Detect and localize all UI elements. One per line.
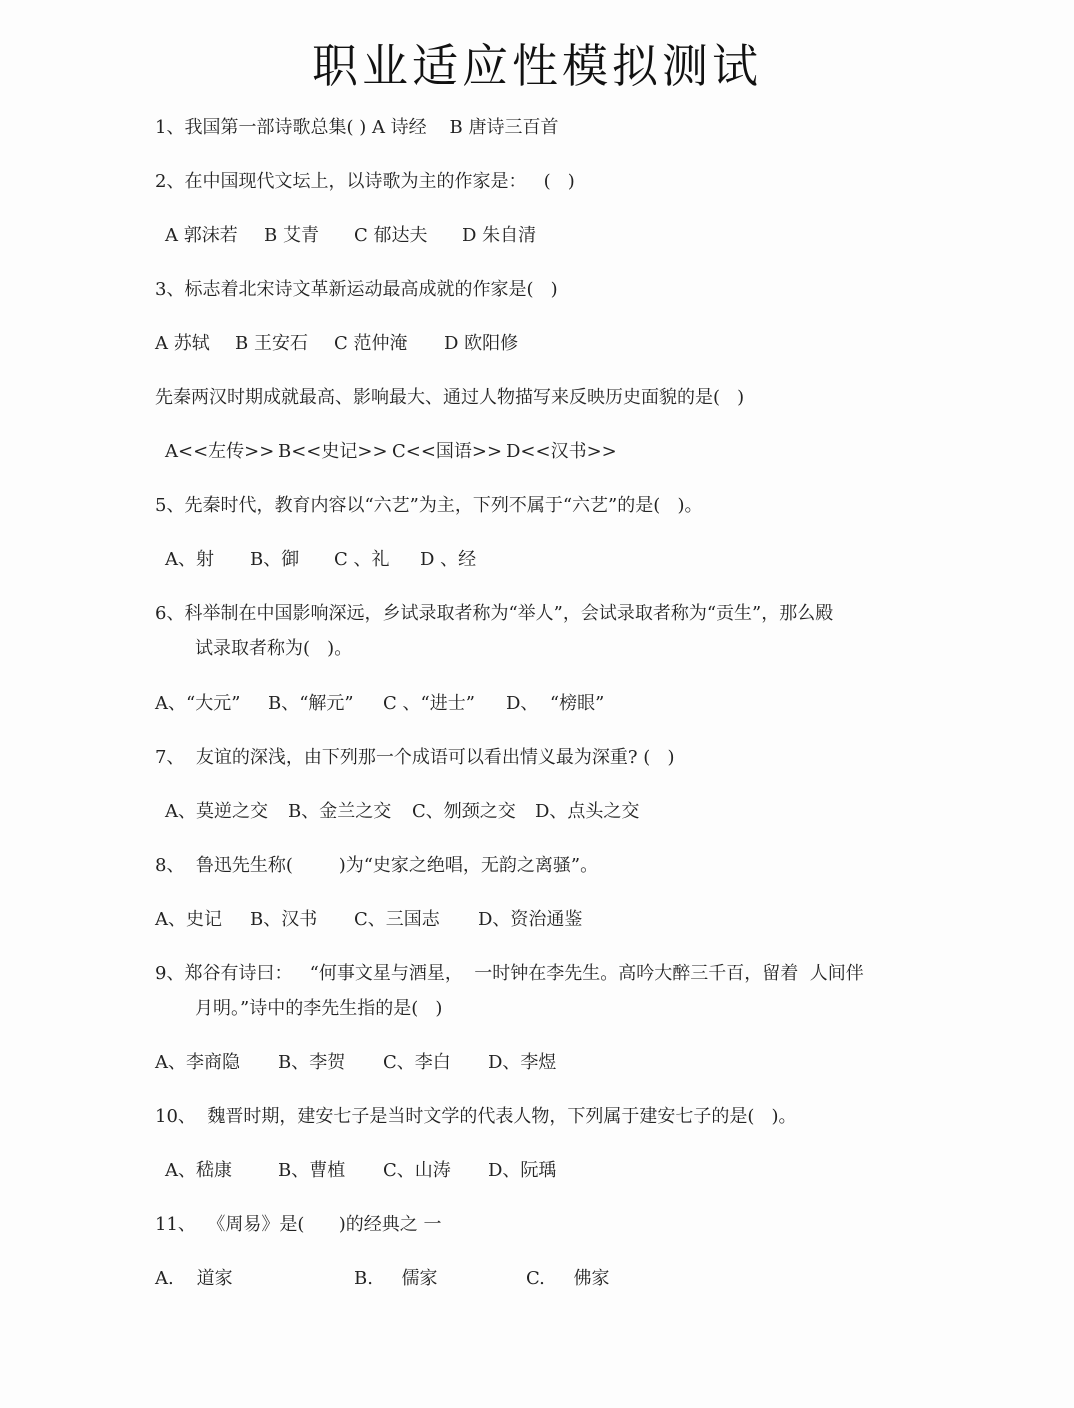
question-11: 11、 《周易》是( )的经典之 一: [155, 1214, 442, 1235]
q6-option-d: D、 “榜眼”: [506, 693, 605, 714]
q3-option-d: D 欧阳修: [444, 333, 519, 354]
q8-option-d: D、资治通鉴: [478, 909, 583, 930]
q9-option-a: A、李商隐: [155, 1052, 240, 1073]
q6-option-c: C 、“进士”: [383, 693, 475, 714]
q4-option-d: D<<汉书>>: [506, 441, 617, 462]
q7-option-a: A、莫逆之交: [165, 801, 268, 822]
q7-option-d: D、点头之交: [535, 801, 640, 822]
q11-option-a: A. 道家: [155, 1268, 233, 1289]
q4-option-c: C<<国语>>: [392, 441, 503, 462]
q3-option-a: A 苏轼: [155, 333, 210, 354]
q3-option-c: C 范仲淹: [334, 333, 408, 354]
q11-option-c: C. 佛家: [526, 1268, 610, 1289]
q2-option-c: C 郁达夫: [354, 225, 428, 246]
question-6-continued: 试录取者称为( )。: [195, 638, 353, 659]
question-5: 5、先秦时代，教育内容以“六艺”为主，下列不属于“六艺”的是( )。: [155, 495, 703, 516]
q10-option-a: A、嵇康: [165, 1160, 232, 1181]
question-4: 先秦两汉时期成就最高、影响最大、通过人物描写来反映历史面貌的是( ): [155, 387, 745, 408]
q8-option-b: B、汉书: [250, 909, 318, 930]
q11-option-b: B. 儒家: [354, 1268, 438, 1289]
q5-option-a: A、射: [165, 549, 214, 570]
page-title: 职业适应性模拟测试: [312, 39, 762, 93]
q8-option-a: A、史记: [155, 909, 222, 930]
q10-option-b: B、曹植: [278, 1160, 346, 1181]
q6-option-b: B、“解元”: [268, 693, 354, 714]
q3-option-b: B 王安石: [235, 333, 308, 354]
q9-option-b: B、李贺: [278, 1052, 346, 1073]
q2-option-b: B 艾青: [264, 225, 319, 246]
q8-option-c: C、三国志: [354, 909, 440, 930]
q7-option-c: C、刎颈之交: [412, 801, 516, 822]
question-1: 1、我国第一部诗歌总集( ) A 诗经 B 唐诗三百首: [155, 117, 559, 138]
question-3: 3、标志着北宋诗文革新运动最高成就的作家是( ): [155, 279, 558, 300]
q4-option-a: A<<左传>>: [165, 441, 275, 462]
q5-option-c: C 、礼: [334, 549, 390, 570]
q7-option-b: B、金兰之交: [288, 801, 392, 822]
q2-option-a: A 郭沫若: [165, 225, 238, 246]
q10-option-d: D、阮瑀: [488, 1160, 557, 1181]
question-7: 7、 友谊的深浅，由下列那一个成语可以看出情义最为深重? ( ): [155, 747, 675, 768]
question-9-continued: 月明。”诗中的李先生指的是( ): [195, 998, 443, 1019]
question-10: 10、 魏晋时期，建安七子是当时文学的代表人物，下列属于建安七子的是( )。: [155, 1106, 797, 1127]
q9-option-c: C、李白: [383, 1052, 451, 1073]
q2-option-d: D 朱自清: [462, 225, 537, 246]
question-8: 8、 鲁迅先生称( )为“史家之绝唱，无韵之离骚”。: [155, 855, 599, 876]
question-6: 6、科举制在中国影响深远，乡试录取者称为“举人”，会试录取者称为“贡生”，那么殿: [155, 603, 834, 624]
question-2: 2、在中国现代文坛上，以诗歌为主的作家是： ( ): [155, 171, 575, 192]
q5-option-b: B、御: [250, 549, 300, 570]
question-9: 9、郑谷有诗曰： “何事文星与酒星， 一时钟在李先生。高吟大醉三千百，留着 人间伴: [155, 963, 864, 984]
q6-option-a: A、“大元”: [155, 693, 241, 714]
q5-option-d: D 、经: [420, 549, 477, 570]
q4-option-b: B<<史记>>: [278, 441, 388, 462]
q9-option-d: D、李煜: [488, 1052, 557, 1073]
q10-option-c: C、山涛: [383, 1160, 451, 1181]
